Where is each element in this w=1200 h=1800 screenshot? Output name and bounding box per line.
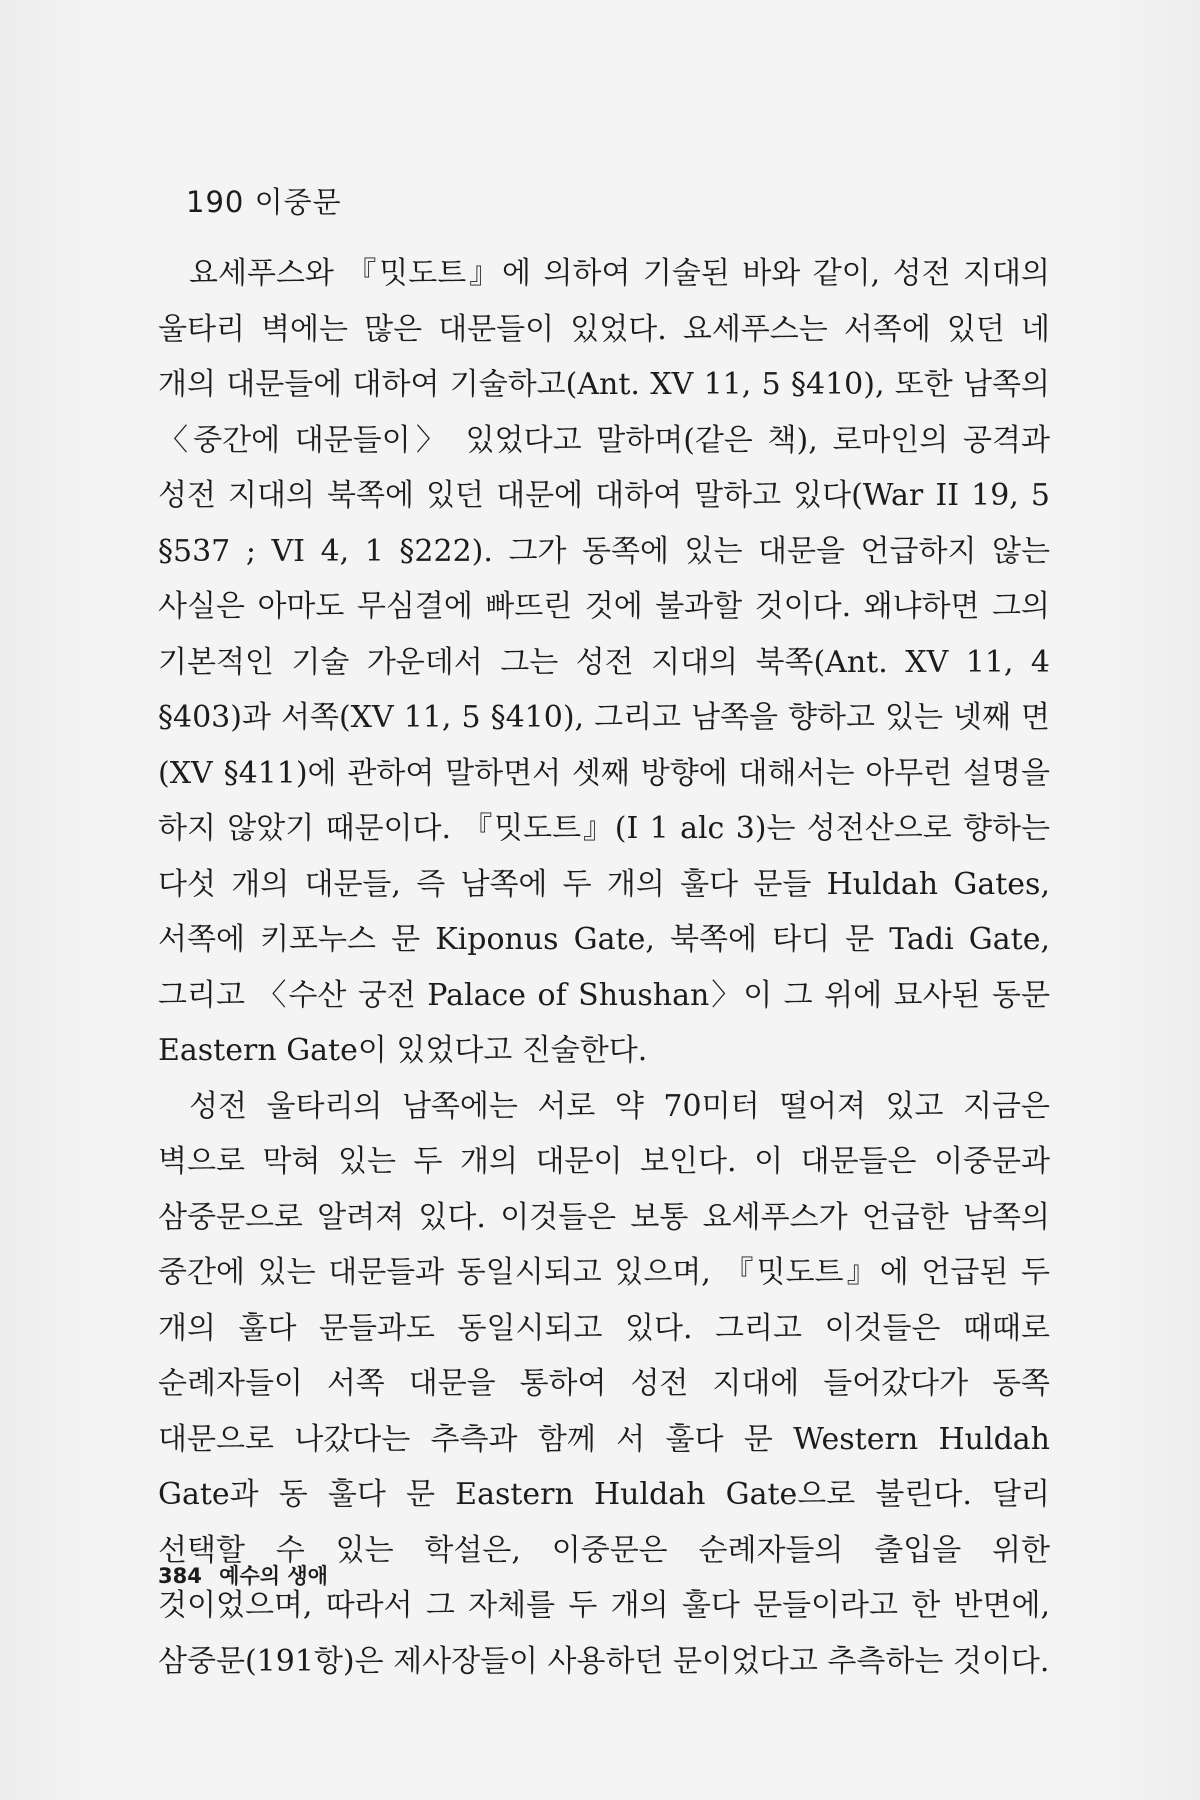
- paragraph: 성전 울타리의 남쪽에는 서로 약 70미터 떨어져 있고 지금은 벽으로 막혀 있는 두 개의 대문이 보인다. 이 대문들은 이중문과 삼중문으로 알려져 있다. 이것들은 보통 요세푸스가 언급한 남쪽의 중간에 있는 대문들과 동일시되고 있으며, 『밋도트』에 언급된 두 개의 훌다 문들과도 동일시되고 있다. 그리고 이것들은 때때로 순례자들이 서쪽 대문을 통하여 성전 지대에 들어갔다가 동쪽 대문으로 나갔다는 추측과 함께 서 훌다 문 Western Huldah Gate과 동 훌다 문 Eastern Huldah Gate으로 불린다. 달리 선택할 수 있는 학설은, 이중문은 순례자들의 출입을 위한 것이었으며, 따라서 그 자체를 두 개의 훌다 문들이라고 한 반면에, 삼중문(191항)은 제사장들이 사용하던 문이었다고 추측하는 것이다.: [158, 1088, 1050, 1679]
- body-text: [158, 246, 1050, 1689]
- page-footer: [158, 1560, 328, 1590]
- book-title: 예수의 생애: [219, 1564, 328, 1588]
- paragraph: 요세푸스와 『밋도트』에 의하여 기술된 바와 같이, 성전 지대의 울타리 벽에는 많은 대문들이 있었다. 요세푸스는 서쪽에 있던 네 개의 대문들에 대하여 기술하고(Ant. XV 11, 5 §410), 또한 남쪽의 〈중간에 대문들이〉 있었다고 말하며(같은 책), 로마인의 공격과 성전 지대의 북쪽에 있던 대문에 대하여 말하고 있다(War II 19, 5 §537 ; VI 4, 1 §222). 그가 동쪽에 있는 대문을 언급하지 않는 사실은 아마도 무심결에 빠뜨린 것에 불과할 것이다. 왜냐하면 그의 기본적인 기술 가운데서 그는 성전 지대의 북쪽(Ant. XV 11, 4 §403)과 서쪽(XV 11, 5 §410), 그리고 남쪽을 향하고 있는 넷째 면(XV §411)에 관하여 말하면서 셋째 방향에 대해서는 아무런 설명을 하지 않았기 때문이다. 『밋도트』(I 1 alc 3)는 성전산으로 향하는 다섯 개의 대문들, 즉 남쪽에 두 개의 훌다 문들 Huldah Gates, 서쪽에 키포누스 문 Kiponus Gate, 북쪽에 타디 문 Tadi Gate, 그리고 〈수산 궁전 Palace of Shushan〉이 그 위에 묘사된 동문 Eastern Gate이 있었다고 진술한다.: [158, 256, 1050, 1068]
- page-number: 384: [158, 1564, 202, 1588]
- running-head: 190 이중문: [186, 185, 342, 219]
